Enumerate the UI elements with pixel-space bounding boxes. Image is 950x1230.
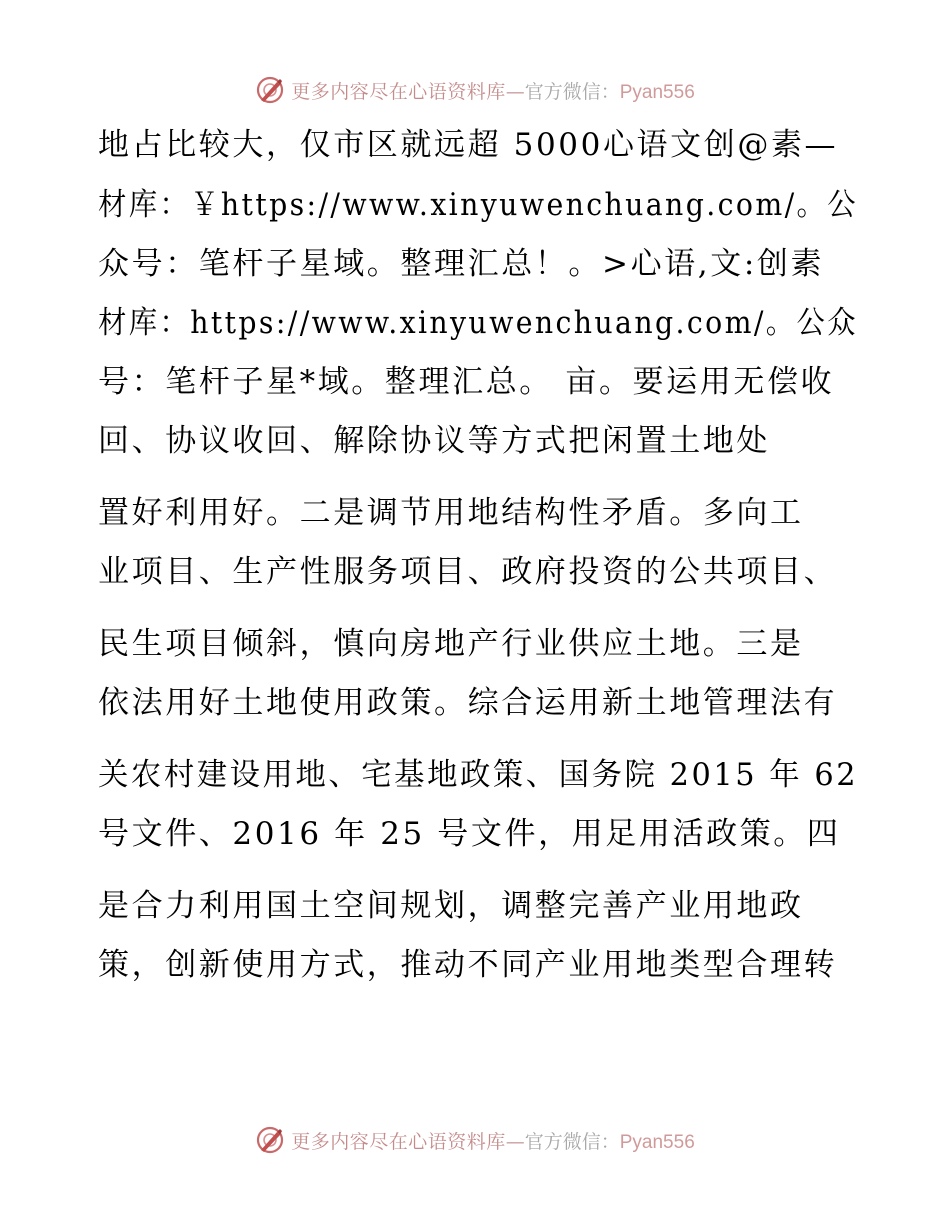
text-line: 关农村建设用地、宅基地政策、国务院 2015 年 62	[98, 757, 859, 793]
text-line: 号文件、2016 年 25 号文件，用足用活政策。四	[98, 816, 841, 852]
text-line: 回、协议收回、解除协议等方式把闲置土地处	[98, 423, 770, 459]
watermark-text	[291, 1127, 695, 1154]
watermark-wechat-id: Pyan556	[619, 81, 695, 103]
watermark-dash: —	[505, 80, 525, 103]
text-line: 号：笔杆子星*域。整理汇总。 亩。要运用无偿收	[98, 364, 835, 400]
watermark-brand: 更多内容尽在心语资料库	[291, 1130, 506, 1153]
text-line: 材库：￥https://www.xinyuwenchuang.com/。公	[98, 187, 858, 223]
text-line: 策，创新使用方式，推动不同产业用地类型合理转	[98, 947, 838, 983]
text-line: 众号：笔杆子星域。整理汇总！。>心语,文:创素	[98, 246, 825, 282]
text-line: 是合力利用国土空间规划，调整完善产业用地政	[98, 888, 804, 924]
text-line: 依法用好土地使用政策。综合运用新土地管理法有	[98, 685, 838, 721]
text-line: 民生项目倾斜，慎向房地产行业供应土地。三是	[98, 626, 804, 662]
pen-logo-icon	[255, 75, 285, 105]
watermark-brand: 更多内容尽在心语资料库	[291, 80, 506, 103]
watermark-label: 官方微信：	[524, 80, 620, 103]
watermark-dash: —	[505, 1130, 525, 1153]
pen-logo-icon	[255, 1125, 285, 1155]
text-line: 材库：https://www.xinyuwenchuang.com/。公众	[98, 305, 858, 341]
watermark-label: 官方微信：	[524, 1130, 620, 1153]
text-line: 业项目、生产性服务项目、政府投资的公共项目、	[98, 554, 838, 590]
text-line: 地占比较大，仅市区就远超 5000心语文创@素—	[98, 127, 839, 163]
footer-watermark	[0, 1120, 950, 1160]
header-watermark	[0, 70, 950, 110]
text-line: 置好利用好。二是调节用地结构性矛盾。多向工	[98, 495, 804, 531]
watermark-wechat-id: Pyan556	[619, 1131, 695, 1153]
watermark-text	[291, 77, 695, 104]
